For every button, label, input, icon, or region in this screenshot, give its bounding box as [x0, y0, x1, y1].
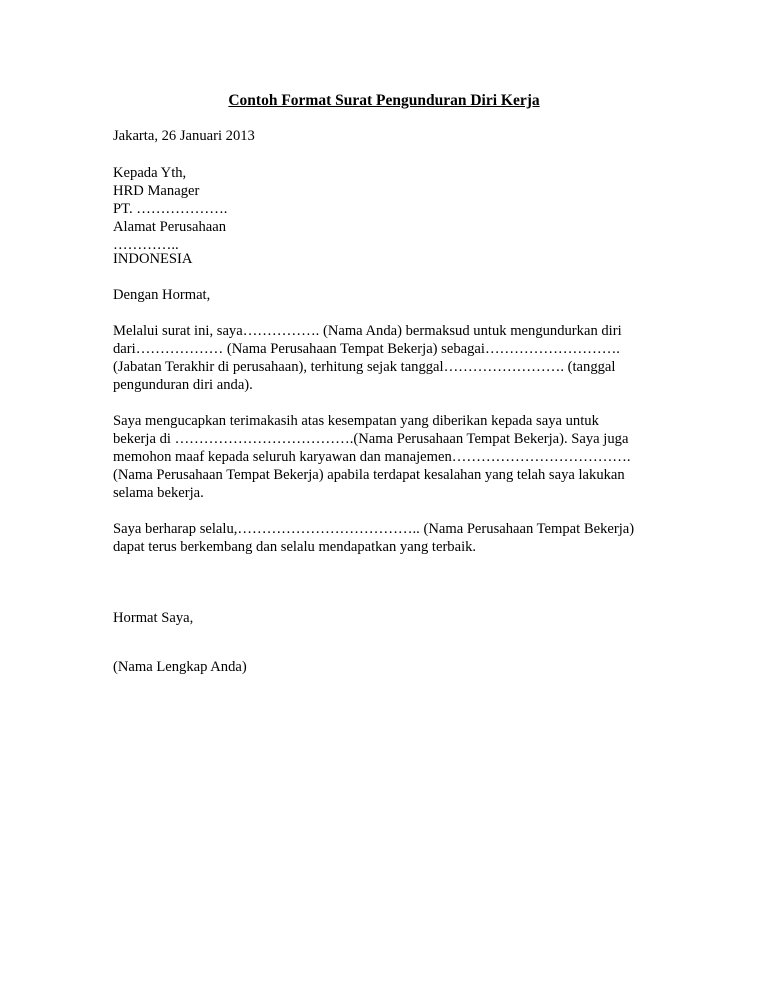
paragraph-1-line-4: pengunduran diri anda). [113, 377, 253, 393]
recipient-line-4: Alamat Perusahaan [113, 219, 227, 235]
closing: Hormat Saya, [113, 610, 194, 626]
paragraph-2-line-4: (Nama Perusahaan Tempat Bekerja) apabila terdapat kesalahan yang telah saya lakukan [113, 467, 625, 483]
signature-name: (Nama Lengkap Anda) [113, 659, 247, 675]
paragraph-1-line-2: dari……………… (Nama Perusahaan Tempat Bekerja) sebagai………………………. [113, 341, 620, 357]
recipient-line-5: ………….. [113, 237, 179, 253]
greeting: Dengan Hormat, [113, 287, 211, 303]
letter-title: Contoh Format Surat Pengunduran Diri Kerja [228, 92, 540, 109]
paragraph-1-line-3: (Jabatan Terakhir di perusahaan), terhitung sejak tanggal……………………. (tanggal [113, 359, 616, 375]
recipient-line-2: HRD Manager [113, 183, 200, 199]
paragraph-2-line-5: selama bekerja. [113, 485, 204, 501]
paragraph-2-line-2: bekerja di ……………………………….(Nama Perusahaan Tempat Bekerja). Saya juga [113, 431, 629, 447]
recipient-line-1: Kepada Yth, [113, 165, 187, 181]
paragraph-3-line-1: Saya berharap selalu,……………………………….. (Nama Perusahaan Tempat Bekerja) [113, 521, 635, 537]
place-date: Jakarta, 26 Januari 2013 [113, 128, 255, 144]
paragraph-1-line-1: Melalui surat ini, saya……………. (Nama Anda) bermaksud untuk mengundurkan diri [113, 323, 622, 339]
recipient-line-3: PT. ………………. [113, 201, 228, 217]
paragraph-3-line-2: dapat terus berkembang dan selalu mendapatkan yang terbaik. [113, 539, 477, 555]
paragraph-2-line-1: Saya mengucapkan terimakasih atas kesempatan yang diberikan kepada saya untuk [113, 413, 599, 429]
paragraph-2-line-3: memohon maaf kepada seluruh karyawan dan manajemen………………………………. [113, 449, 631, 465]
recipient-line-6: INDONESIA [113, 251, 193, 267]
